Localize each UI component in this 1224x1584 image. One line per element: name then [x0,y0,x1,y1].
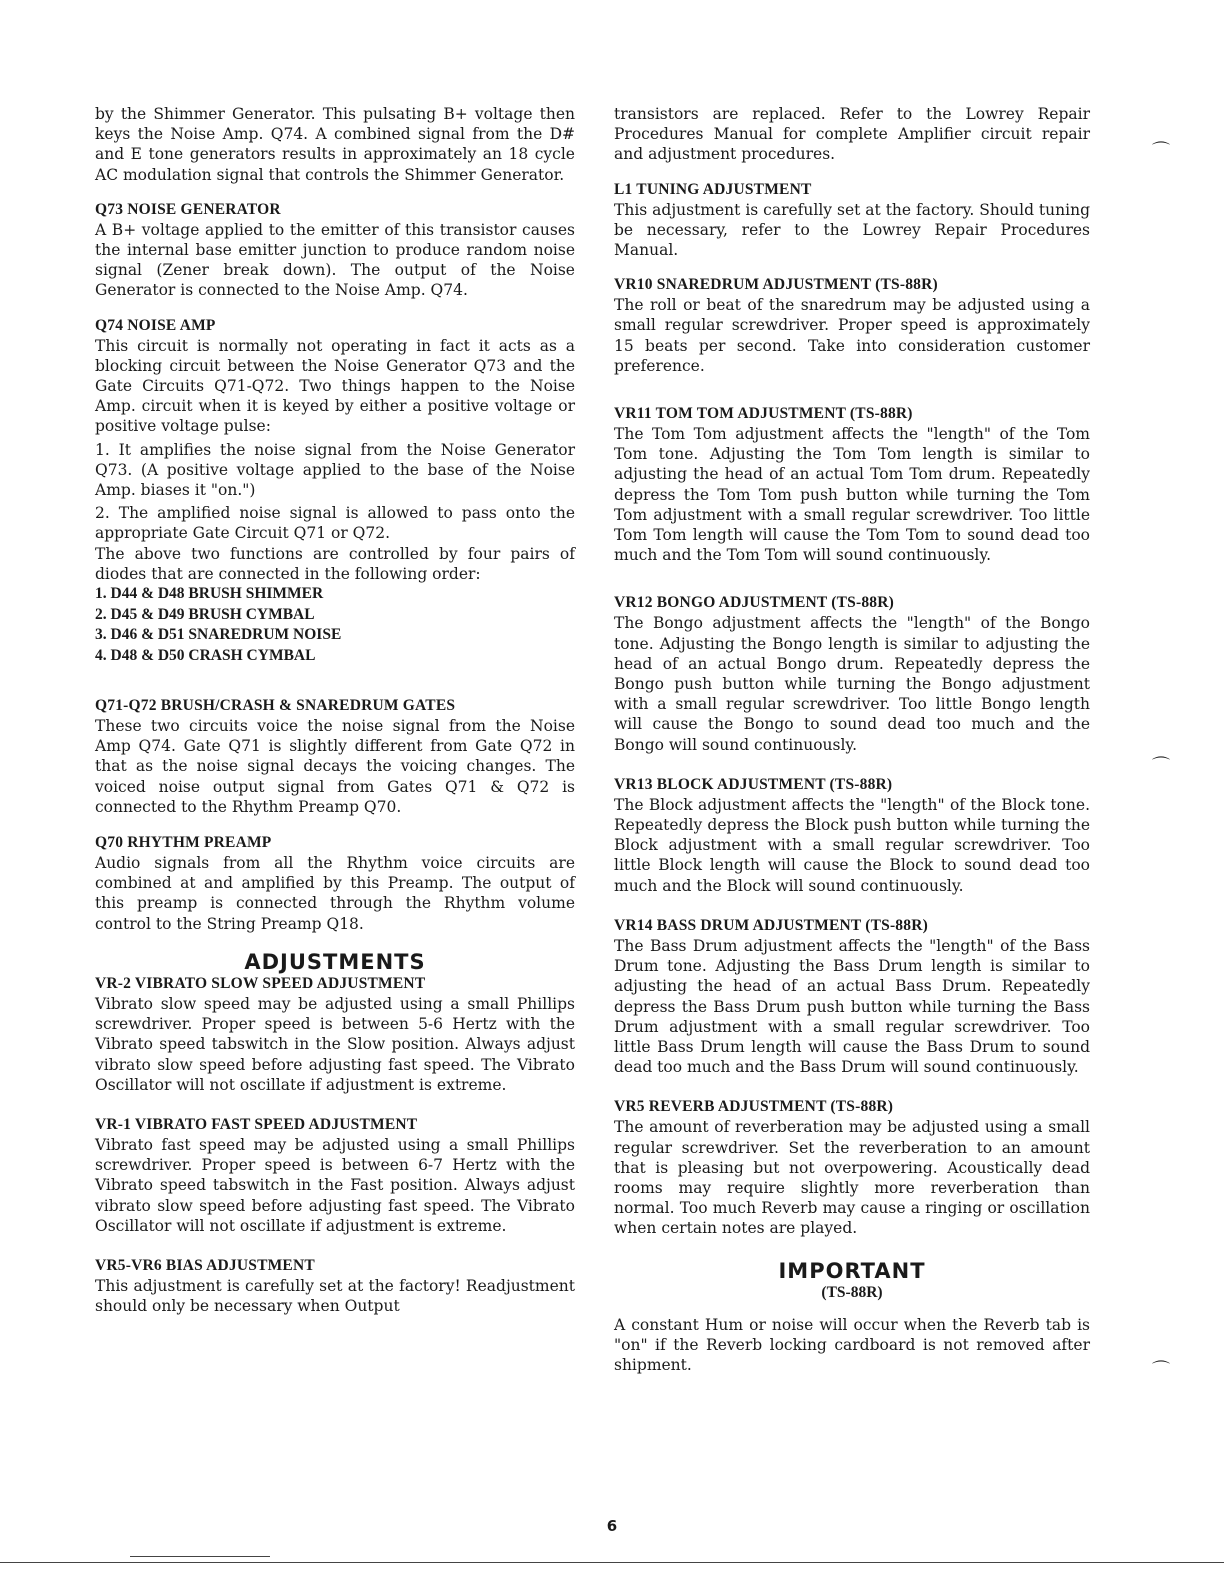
intro-paragraph: by the Shimmer Generator. This pulsating B+ voltage then keys the Noise Amp. Q74. A combined signal from the D# and E tone generators results in approximately an 18 cycle AC modulation signal that controls the Shimmer Generator. [95,105,575,184]
vr14-heading: VR14 BASS DRUM ADJUSTMENT (TS-88R) [614,916,928,934]
q71-paragraph: These two circuits voice the noise signal from the Noise Amp Q74. Gate Q71 is slightly different from Gate Q72 in that as the noise signal decays the voicing changes. The voiced noise output signal from Gates Q71 & Q72 is connected to the Rhythm Preamp Q70. [95,717,575,816]
q74-item-1: 1. It amplifies the noise signal from the Noise Generator Q73. (A positive voltage applied to the base of the Noise Amp. biases it "on.") [95,440,575,500]
q70-paragraph: Audio signals from all the Rhythm voice circuits are combined at and amplified by this Preamp. The output of this preamp is connected through the Rhythm volume control to the String Preamp Q18. [95,854,575,933]
q73-heading: Q73 NOISE GENERATOR [95,200,281,218]
margin-mark: ⌒ [1152,141,1170,162]
q73-paragraph: A B+ voltage applied to the emitter of this transistor causes the internal base emitter junction to produce random noise signal (Zener break down). The output of the Noise Generator is connected to the Noise Amp. Q74. [95,220,575,300]
important-subheading: (TS-88R) [821,1283,883,1301]
vr13-heading: VR13 BLOCK ADJUSTMENT (TS-88R) [614,775,893,793]
l1-heading: L1 TUNING ADJUSTMENT [614,180,812,198]
vr14-paragraph: The Bass Drum adjustment affects the "length" of the Bass Drum tone. Adjusting the Bass Drum length is similar to adjusting the head of an actual Bass Drum. Repeatedly depress the Bass Drum push button while turning the Bass Drum adjustment with a small regular screwdriver. Too little Bass Drum length will cause the Bass Drum to sound dead too much and the Bass Drum will sound continuously. [614,936,1090,1077]
vr5-vr6-paragraph: This adjustment is carefully set at the factory! Readjustment should only be necessary when Output [95,1276,575,1316]
vr5-vr6-heading: VR5-VR6 BIAS ADJUSTMENT [95,1256,315,1274]
q70-heading: Q70 RHYTHM PREAMP [95,834,272,852]
adjustments-heading: ADJUSTMENTS [244,949,426,974]
important-heading: IMPORTANT [778,1258,926,1283]
diode-item: 2. D45 & D49 BRUSH CYMBAL [95,605,315,623]
q74-paragraph: This circuit is normally not operating in fact it acts as a blocking circuit between the Noise Generator Q73 and the Gate Circuits Q71-Q72. Two things happen to the Noise Amp. circuit when it is keyed by either a positive voltage or positive voltage pulse: [95,336,575,436]
vr2-heading: VR-2 VIBRATO SLOW SPEED ADJUSTMENT [95,974,426,992]
vr1-paragraph: Vibrato fast speed may be adjusted using a small Phillips screwdriver. Proper speed is between 6-7 Hertz with the Vibrato speed tabswitch in the Fast position. Always adjust vibrato slow speed before adjusting fast speed. The Vibrato Oscillator will not oscillate if adjustment is extreme. [95,1135,575,1235]
diode-list [95,584,575,666]
left-column [95,104,575,1316]
vr11-paragraph: The Tom Tom adjustment affects the "length" of the Tom Tom tone. Adjusting the Tom Tom length is similar to adjusting the head of an actual Tom Tom drum. Repeatedly depress the Tom Tom push button while turning the Tom Tom adjustment with a small regular screwdriver. Too little Tom Tom length will cause the Tom Tom to sound dead too much and the Tom Tom will sound continuously. [614,425,1090,565]
q74-paragraph-2: The above two functions are controlled by four pairs of diodes that are connected in the following order: [95,544,575,583]
diode-item: 3. D46 & D51 SNAREDRUM NOISE [95,626,342,644]
q74-item-2: 2. The amplified noise signal is allowed to pass onto the appropriate Gate Circuit Q71 or Q72. [95,504,575,543]
l1-paragraph: This adjustment is carefully set at the factory. Should tuning be necessary, refer to the Lowrey Repair Procedures Manual. [614,200,1090,260]
vr5-reverb-heading: VR5 REVERB ADJUSTMENT (TS-88R) [614,1098,894,1116]
q71-heading: Q71-Q72 BRUSH/CRASH & SNAREDRUM GATES [95,697,456,715]
diode-item: 1. D44 & D48 BRUSH SHIMMER [95,585,324,603]
vr1-heading: VR-1 VIBRATO FAST SPEED ADJUSTMENT [95,1115,418,1133]
vr11-heading: VR11 TOM TOM ADJUSTMENT (TS-88R) [614,405,913,423]
margin-mark: ⌒ [1152,1360,1170,1381]
right-column [614,104,1090,1375]
important-paragraph: A constant Hum or noise will occur when the Reverb tab is "on" if the Reverb locking cardboard is not removed after shipment. [614,1315,1090,1374]
vr10-heading: VR10 SNAREDRUM ADJUSTMENT (TS-88R) [614,276,938,294]
vr10-paragraph: The roll or beat of the snaredrum may be adjusted using a small regular screwdriver. Proper speed is approximately 15 beats per second. Take into consideration customer preference. [614,296,1090,375]
vr13-paragraph: The Block adjustment affects the "length" of the Block tone. Repeatedly depress the Block push button while turning the Block adjustment with a small regular screwdriver. Too little Block length will cause the Block to sound dead too much and the Block will sound continuously. [614,795,1090,895]
vr2-paragraph: Vibrato slow speed may be adjusted using a small Phillips screwdriver. Proper speed is between 5-6 Hertz with the Vibrato speed tabswitch in the Slow position. Always adjust vibrato slow speed before adjusting fast speed. The Vibrato Oscillator will not oscillate if adjustment is extreme. [95,994,575,1094]
page-number: 6 [606,1517,618,1535]
q74-heading: Q74 NOISE AMP [95,316,216,334]
right-intro-paragraph: transistors are replaced. Refer to the Lowrey Repair Procedures Manual for complete Amplifier circuit repair and adjustment procedures. [614,105,1090,164]
vr12-paragraph: The Bongo adjustment affects the "length" of the Bongo tone. Adjusting the Bongo length is similar to adjusting the head of an actual Bongo drum. Repeatedly depress the Bongo push button while turning the Bongo adjustment with a small regular screwdriver. Too little Bongo length will cause the Bongo to sound dead too much and the Bongo will sound continuously. [614,614,1090,754]
bottom-short-rule [130,1556,270,1557]
vr5-reverb-paragraph: The amount of reverberation may be adjusted using a small regular screwdriver. Set the reverberation to an amount that is pleasing but not overpowering. Acoustically dead rooms may require slightly more reverberation than normal. Too much Reverb may cause a ringing or oscillation when certain notes are played. [614,1118,1090,1238]
bottom-rule [0,1562,1224,1563]
diode-item: 4. D48 & D50 CRASH CYMBAL [95,646,316,664]
vr12-heading: VR12 BONGO ADJUSTMENT (TS-88R) [614,594,895,612]
margin-mark: ⌒ [1152,756,1170,777]
